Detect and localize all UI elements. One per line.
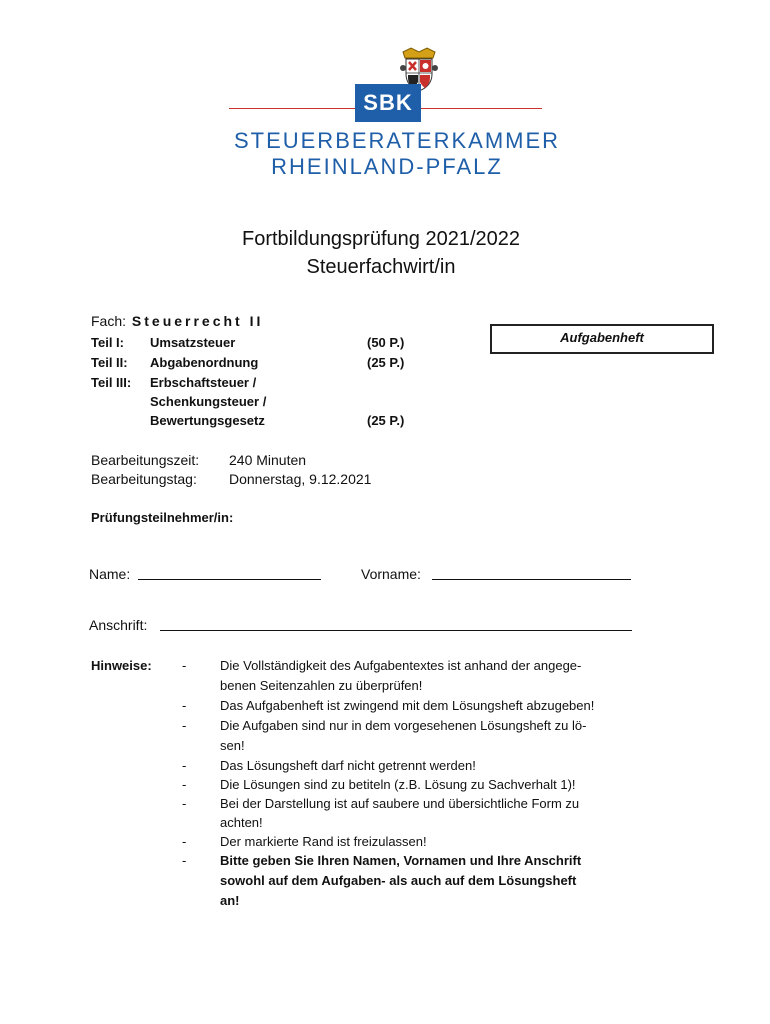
duration-label: Bearbeitungszeit: (91, 452, 200, 468)
part-name: Bewertungsgesetz (150, 413, 265, 428)
header-rule-left (229, 108, 355, 109)
note-line: Bei der Darstellung ist auf saubere und übersichtliche Form zu (220, 796, 580, 811)
anschrift-field-line (160, 629, 632, 631)
date-label: Bearbeitungstag: (91, 471, 197, 487)
exam-subtitle: Steuerfachwirt/in (306, 256, 456, 278)
vorname-field-line (432, 578, 631, 580)
part-name: Abgabenordnung (150, 355, 259, 370)
note-line: benen Seitenzahlen zu überprüfen! (220, 678, 423, 693)
exam-title: Fortbildungsprüfung 2021/2022 (242, 228, 520, 250)
bullet-dash: - (182, 758, 187, 773)
note-line: Die Lösungen sind zu betiteln (z.B. Lösung zu Sachverhalt 1)! (220, 777, 576, 792)
participant-heading: Prüfungsteilnehmer/in: (91, 510, 234, 525)
org-name-line1: STEUERBERATERKAMMER (233, 128, 561, 153)
part-teil: Teil III: (91, 375, 132, 390)
anschrift-label: Anschrift: (89, 617, 148, 633)
note-line: achten! (220, 815, 263, 830)
vorname-label: Vorname: (361, 566, 421, 582)
subject-line (91, 313, 263, 329)
org-name-line2: RHEINLAND-PFALZ (271, 154, 503, 179)
bullet-dash: - (182, 658, 187, 673)
part-name: Schenkungsteuer / (150, 394, 267, 409)
part-teil: Teil II: (91, 355, 128, 370)
notes-label: Hinweise: (91, 658, 152, 673)
note-line: Die Aufgaben sind nur in dem vorgesehenen Lösungsheft zu lö- (220, 718, 587, 733)
note-line-bold: an! (220, 893, 240, 908)
bullet-dash: - (182, 853, 187, 868)
booklet-type-box: Aufgabenheft (490, 324, 714, 354)
sbk-logo: SBK (355, 84, 421, 122)
bullet-dash: - (182, 718, 187, 733)
bullet-dash: - (182, 834, 187, 849)
bullet-dash: - (182, 777, 187, 792)
part-points: (25 P.) (367, 413, 405, 428)
note-line: sen! (220, 738, 245, 753)
note-line: Das Aufgabenheft ist zwingend mit dem Lösungsheft abzugeben! (220, 698, 595, 713)
part-points: (50 P.) (367, 335, 405, 350)
date-value: Donnerstag, 9.12.2021 (229, 471, 372, 487)
part-points: (25 P.) (367, 355, 405, 370)
note-line: Der markierte Rand ist freizulassen! (220, 834, 427, 849)
duration-value: 240 Minuten (229, 452, 307, 468)
name-label: Name: (89, 566, 131, 582)
note-line-bold: Bitte geben Sie Ihren Namen, Vornamen und Ihre Anschrift (220, 853, 582, 868)
subject-label: Fach: (91, 313, 127, 329)
part-name: Umsatzsteuer (150, 335, 236, 350)
note-line-bold: sowohl auf dem Aufgaben- als auch auf dem Lösungsheft (220, 873, 577, 888)
name-field-line (138, 578, 321, 580)
part-name: Erbschaftsteuer / (150, 375, 257, 390)
note-line: Das Lösungsheft darf nicht getrennt werden! (220, 758, 476, 773)
part-teil: Teil I: (91, 335, 124, 350)
bullet-dash: - (182, 698, 187, 713)
note-line: Die Vollständigkeit des Aufgabentextes ist anhand der angege- (220, 658, 582, 673)
subject-name: Steuerrecht II (131, 313, 264, 329)
bullet-dash: - (182, 796, 187, 811)
header-rule-right (421, 108, 542, 109)
